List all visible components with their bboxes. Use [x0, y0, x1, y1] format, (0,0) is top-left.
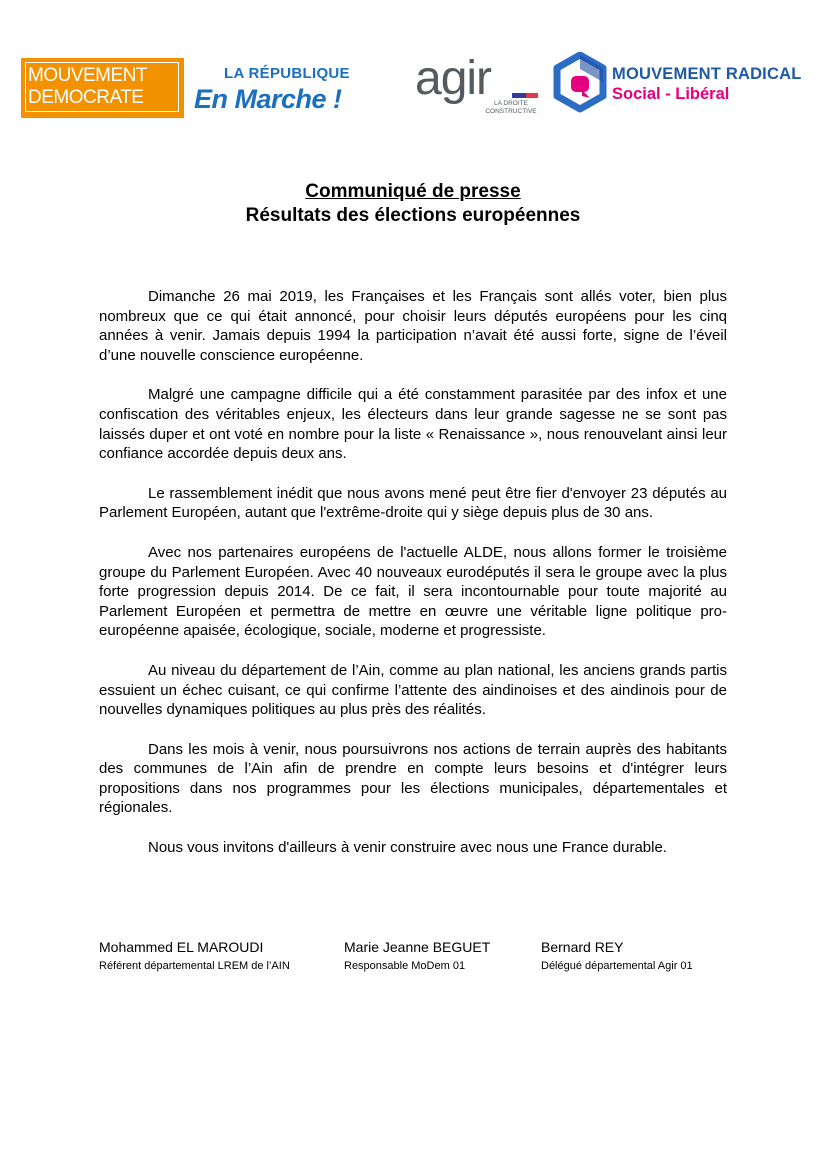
modem-logo [21, 58, 184, 118]
signature-name: Mohammed EL MAROUDI [99, 939, 264, 955]
document-subtitle: Résultats des élections européennes [245, 205, 581, 226]
modem-logo-line2: DEMOCRATE [28, 87, 144, 108]
agir-tagline-line2: CONSTRUCTIVE [485, 108, 537, 115]
paragraph-1: Dimanche 26 mai 2019, les Françaises et les Français sont allés voter, bien plus nombreux que ce qui était annoncé, pour choisir leurs députés européens pour les cinq années à venir. Jamais depuis 1994 la participation n’avait été aussi forte, signe de l’éveil d’une nouvelle conscience européenne. [99, 288, 727, 364]
paragraph-2: Malgré une campagne difficile qui a été constamment parasitée par des infox et une confiscation des véritables enjeux, les électeurs dans leur grande sagesse ne se sont pas laissés duper et ont voté en nombre pour la liste « Renaissance », nous renouvelant ainsi leur confiance accordée depuis deux ans. [99, 386, 727, 463]
mrsl-hexagon-icon [552, 52, 608, 120]
mrsl-logo-line2: Social - Libéral [612, 85, 730, 103]
lrem-logo-top: LA RÉPUBLIQUE [224, 65, 350, 82]
lrem-logo [192, 62, 392, 118]
mrsl-logo-line1: MOUVEMENT RADICAL [612, 65, 802, 83]
signature-role: Responsable MoDem 01 [344, 960, 466, 972]
agir-logo [413, 52, 543, 119]
paragraph-4: Avec nos partenaires européens de l'actuelle ALDE, nous allons former le troisième groupe du Parlement Européen. Avec 40 nouveaux eurodéputés il sera le groupe avec la plus forte progression depuis 2014. De ce fait, il sera incontournable pour toute majorité au Parlement Européen et permettra de mettre en œuvre une véritable ligne politique pro-européenne apaisée, écologique, sociale, moderne et progressiste. [99, 543, 727, 640]
paragraph-6: Dans les mois à venir, nous poursuivrons nos actions de terrain auprès des habitants des communes de l’Ain afin de prendre en compte leurs besoins et d'intégrer leurs propositions dans nos programmes pour les élections municipales, départementales et régionales. [99, 740, 727, 817]
signature-2 [344, 938, 490, 974]
agir-logo-word: agir [415, 52, 492, 105]
signature-3 [541, 938, 693, 974]
title-block [0, 180, 826, 228]
body-text [99, 287, 727, 878]
paragraph-5: Au niveau du département de l’Ain, comme au plan national, les anciens grands partis essuient un échec cuisant, ce qui confirme l’attente des aindinoises et des aindinois pour de nouvelles dynamiques politiques au plus près des réalités. [99, 661, 727, 719]
agir-underscore-red [526, 93, 538, 98]
paragraph-7: Nous vous invitons d'ailleurs à venir construire avec nous une France durable. [148, 839, 667, 857]
lrem-logo-bottom: En Marche ! [194, 84, 342, 114]
agir-underscore-blue [512, 93, 526, 98]
agir-tagline-line1: LA DROITE [494, 100, 528, 107]
signature-role: Délégué départemental Agir 01 [541, 960, 693, 972]
document-title: Communiqué de presse [305, 181, 521, 202]
signature-1 [99, 938, 290, 974]
signature-name: Bernard REY [541, 939, 624, 955]
agir-logo-tagline [479, 100, 543, 116]
agir-logo-underscore [512, 93, 538, 98]
paragraph-3: Le rassemblement inédit que nous avons mené peut être fier d'envoyer 23 députés au Parlement Européen, autant que l'extrême-droite qui y siège depuis plus de 30 ans. [99, 484, 727, 522]
logo-bar [0, 0, 826, 130]
mrsl-logo [552, 52, 812, 120]
signature-name: Marie Jeanne BEGUET [344, 939, 491, 955]
modem-logo-line1: MOUVEMENT [28, 65, 147, 86]
signature-role: Référent départemental LREM de l’AIN [99, 960, 290, 972]
